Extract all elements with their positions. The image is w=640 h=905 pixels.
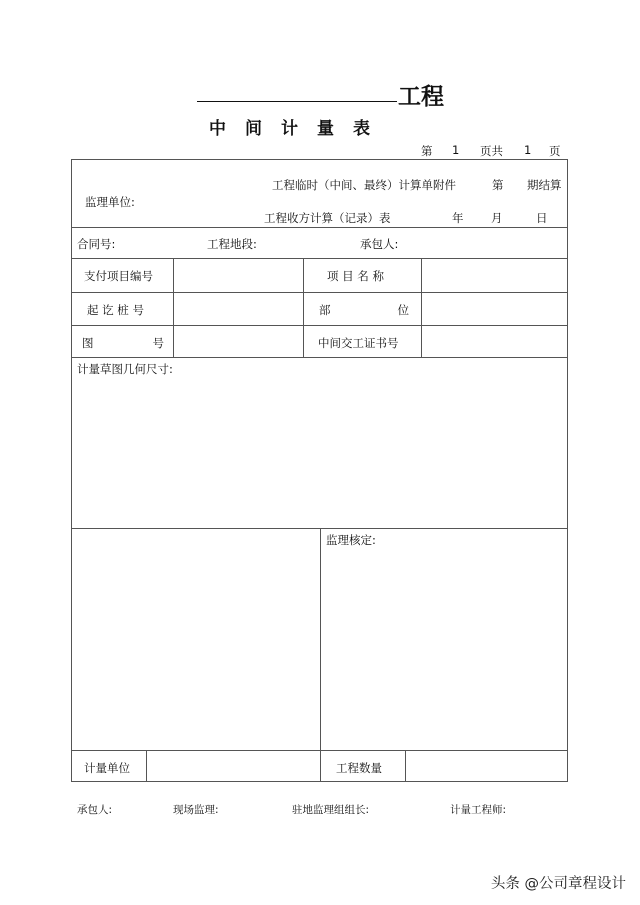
- signature-site-supervisor: 现场监理:: [173, 804, 219, 816]
- drawing-no-label-part: 号: [152, 336, 164, 350]
- col-divider: [303, 258, 304, 357]
- watermark-text: 头条 @公司章程设计: [490, 876, 626, 892]
- form-title-char: 间: [245, 119, 263, 139]
- project-name-blank-line[interactable]: [197, 101, 397, 102]
- signature-resident-leader: 驻地监理组组长:: [292, 804, 370, 816]
- drawing-no-label-part: 图: [82, 336, 94, 350]
- row-divider: [71, 357, 568, 358]
- drawing-no-label: [82, 335, 164, 351]
- measurement-unit-field[interactable]: [147, 751, 319, 781]
- supervisor-unit-label: 监理单位:: [85, 195, 135, 209]
- station-field[interactable]: [174, 293, 302, 324]
- form-title-char: 表: [353, 119, 371, 139]
- period-di: 第: [492, 178, 504, 192]
- form-title: [200, 114, 420, 139]
- station-label: 起 讫 桩 号: [87, 303, 144, 317]
- page-current: 1: [452, 143, 460, 157]
- contract-no-label: 合同号:: [77, 237, 116, 251]
- form-title-char: 计: [281, 119, 299, 139]
- form-title-char: 中: [209, 119, 227, 139]
- item-name-field[interactable]: [422, 259, 567, 291]
- pay-item-no-field[interactable]: [174, 259, 302, 291]
- earthwork-record-text: 工程收方计算（记录）表: [264, 211, 391, 225]
- page-label-di: 第: [421, 144, 433, 158]
- work-section-label: 工程地段:: [207, 237, 257, 251]
- form-title-char: 量: [317, 119, 335, 139]
- location-field[interactable]: [422, 293, 567, 324]
- period-suffix: 期结算: [527, 178, 562, 192]
- page-total: 1: [524, 143, 532, 157]
- signature-contractor: 承包人:: [77, 804, 113, 816]
- signature-engineer: 计量工程师:: [450, 804, 507, 816]
- measurement-unit-label: 计量单位: [84, 761, 130, 775]
- date-month: 月: [491, 211, 503, 225]
- certificate-no-label: 中间交工证书号: [318, 336, 399, 350]
- work-quantity-field[interactable]: [406, 751, 567, 781]
- title-suffix: 工程: [398, 84, 444, 110]
- date-year: 年: [452, 211, 464, 225]
- sketch-area[interactable]: [72, 378, 567, 526]
- contractor-label: 承包人:: [360, 237, 399, 251]
- page-label-ye: 页: [549, 144, 561, 158]
- sketch-dimensions-label: 计量草图几何尺寸:: [77, 362, 173, 376]
- date-day: 日: [536, 211, 548, 225]
- certificate-no-field[interactable]: [422, 326, 567, 356]
- row-divider: [71, 227, 568, 228]
- location-label-part: 部: [319, 303, 331, 317]
- item-name-label: 项 目 名 称: [327, 269, 384, 283]
- work-quantity-label: 工程数量: [336, 761, 382, 775]
- supervisor-review-label: 监理核定:: [326, 533, 376, 547]
- drawing-no-field[interactable]: [174, 326, 302, 356]
- location-label: [319, 302, 409, 318]
- attachment-text: 工程临时（中间、最终）计算单附件: [272, 178, 456, 192]
- page-label-ye-gong: 页共: [480, 144, 503, 158]
- left-blank-area[interactable]: [72, 529, 319, 749]
- supervisor-review-area[interactable]: [321, 550, 567, 748]
- pay-item-no-label: 支付项目编号: [84, 269, 153, 283]
- location-label-part: 位: [397, 303, 409, 317]
